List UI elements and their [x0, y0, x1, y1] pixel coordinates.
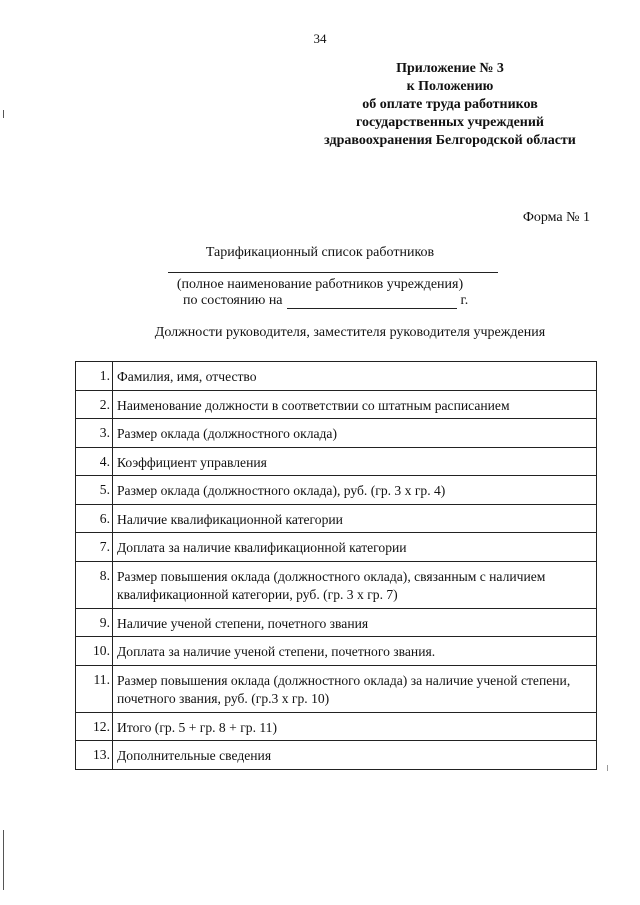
row-number: 6. [76, 504, 113, 533]
row-text: Наименование должности в соответствии со штатным расписанием [113, 390, 597, 419]
tariff-table [75, 361, 597, 770]
row-text: Коэффициент управления [113, 447, 597, 476]
table-row [76, 712, 597, 741]
appendix-line: об оплате труда работников [362, 97, 538, 112]
date-row [183, 293, 468, 309]
row-text: Фамилия, имя, отчество [113, 362, 597, 391]
row-text: Размер повышения оклада (должностного оклада), связанным с наличием квалификационной категории, руб. (гр. 3 х гр. 7) [113, 561, 597, 608]
table-row [76, 362, 597, 391]
date-prefix: по состоянию на [183, 293, 283, 308]
row-number: 7. [76, 533, 113, 562]
scan-edge-mark [3, 830, 4, 890]
appendix-header [300, 60, 600, 150]
page-number: 34 [313, 31, 327, 46]
row-text: Наличие ученой степени, почетного звания [113, 608, 597, 637]
date-blank-line [287, 294, 457, 309]
table-row [76, 504, 597, 533]
table-row [76, 665, 597, 712]
table-row [76, 390, 597, 419]
row-number: 2. [76, 390, 113, 419]
row-text: Размер оклада (должностного оклада) [113, 419, 597, 448]
table-row [76, 741, 597, 770]
date-suffix: г. [460, 293, 469, 308]
document-title: Тарификационный список работников [205, 245, 435, 260]
row-text: Размер повышения оклада (должностного оклада) за наличие ученой степени, почетного звания, руб. (гр.3 х гр. 10) [113, 665, 597, 712]
institution-caption: (полное наименование работников учреждения) [176, 277, 464, 292]
table-row [76, 447, 597, 476]
table-row [76, 533, 597, 562]
table-row [76, 608, 597, 637]
row-text: Наличие квалификационной категории [113, 504, 597, 533]
table-row [76, 637, 597, 666]
row-number: 5. [76, 476, 113, 505]
row-number: 11. [76, 665, 113, 712]
row-number: 9. [76, 608, 113, 637]
appendix-line: здравоохранения Белгородской области [324, 133, 576, 148]
row-text: Доплата за наличие ученой степени, почетного звания. [113, 637, 597, 666]
table-row [76, 419, 597, 448]
row-number: 4. [76, 447, 113, 476]
table-row [76, 476, 597, 505]
appendix-line: Приложение № 3 [396, 61, 504, 76]
row-number: 8. [76, 561, 113, 608]
appendix-line: к Положению [406, 79, 494, 94]
row-number: 3. [76, 419, 113, 448]
table-row [76, 561, 597, 608]
institution-name-line [168, 272, 498, 273]
row-number: 12. [76, 712, 113, 741]
row-text: Дополнительные сведения [113, 741, 597, 770]
row-text: Размер оклада (должностного оклада), руб. (гр. 3 х гр. 4) [113, 476, 597, 505]
section-title: Должности руководителя, заместителя руководителя учреждения [154, 325, 546, 340]
form-number: Форма № 1 [522, 210, 590, 225]
row-number: 13. [76, 741, 113, 770]
row-number: 10. [76, 637, 113, 666]
row-text: Итого (гр. 5 + гр. 8 + гр. 11) [113, 712, 597, 741]
scan-edge-mark [3, 110, 4, 118]
row-text: Доплата за наличие квалификационной категории [113, 533, 597, 562]
row-number: 1. [76, 362, 113, 391]
appendix-line: государственных учреждений [356, 115, 544, 130]
scan-edge-mark [607, 765, 608, 771]
